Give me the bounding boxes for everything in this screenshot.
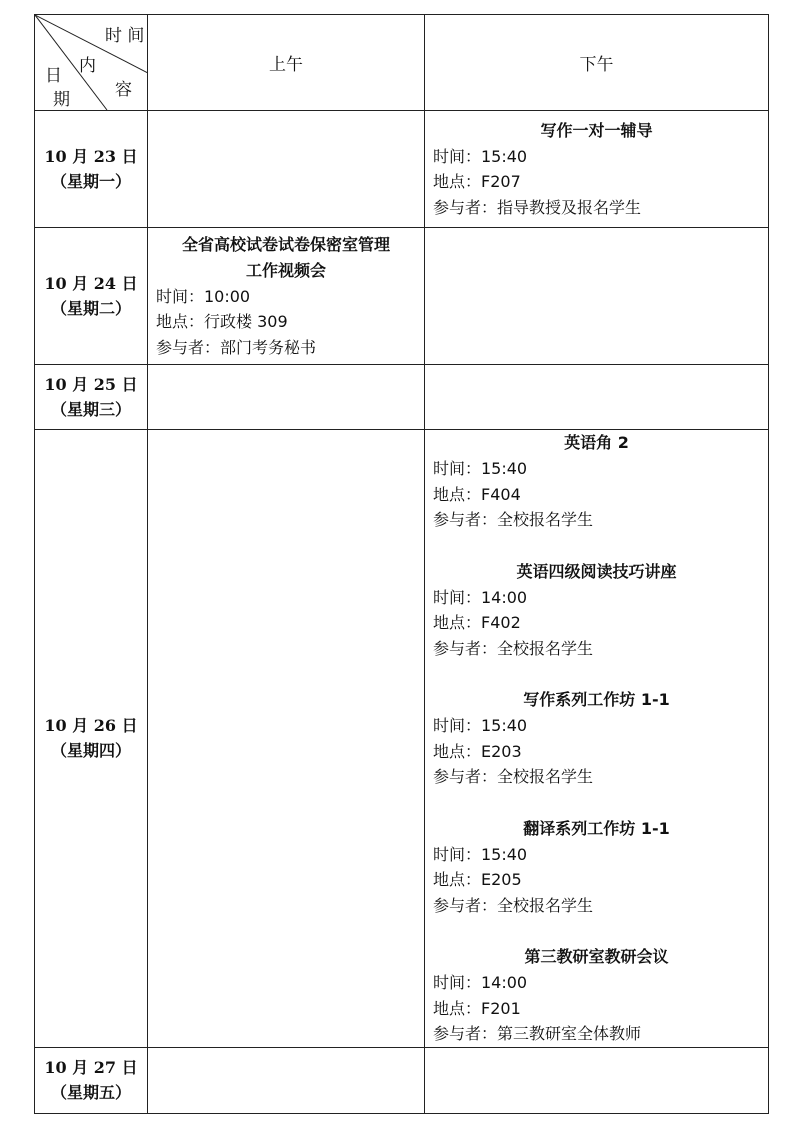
- event-time: 时间：15:40: [433, 844, 528, 864]
- afternoon-cell: [425, 228, 769, 365]
- date-label-2: 期: [53, 90, 70, 110]
- event-time: 时间：14:00: [433, 587, 528, 607]
- corner-header-cell: [35, 15, 148, 111]
- event-place: 地点：E205: [433, 870, 522, 889]
- morning-cell: [148, 365, 425, 430]
- date-label-1: 日: [45, 66, 62, 86]
- event-time: 时间：15:40: [433, 716, 528, 735]
- date: 10 月 25 日: [44, 375, 138, 394]
- event-attendees: 参与者：全校报名学生: [433, 510, 594, 529]
- event-title-line-2: 工作视频会: [245, 260, 326, 280]
- event-title: 翻译系列工作坊 1-1: [523, 818, 670, 838]
- event-place: 地点：F201: [433, 998, 521, 1018]
- morning-header: 上午: [148, 15, 425, 111]
- morning-cell: [148, 228, 425, 365]
- event-attendees: 参与者：指导教授及报名学生: [433, 197, 642, 217]
- event-title: 写作一对一辅导: [540, 120, 653, 140]
- event: [425, 816, 768, 919]
- event-attendees: 参与者：全校报名学生: [433, 638, 594, 658]
- event: [425, 559, 768, 662]
- table-row: [35, 1047, 769, 1113]
- event-title: 英语四级阅读技巧讲座: [516, 561, 677, 581]
- event-time: 时间：14:00: [433, 973, 528, 992]
- date: 10 月 27 日: [44, 1058, 138, 1077]
- date: 10 月 24 日: [44, 274, 138, 293]
- event-place: 地点：F402: [433, 613, 521, 632]
- content-label-1: 内: [79, 56, 96, 76]
- date: 10 月 23 日: [44, 147, 138, 166]
- weekday: （星期五）: [50, 1083, 131, 1102]
- event-time: 时间：15:40: [433, 459, 528, 478]
- table-row: [35, 365, 769, 430]
- event: [148, 232, 424, 361]
- morning-cell: [148, 1047, 425, 1113]
- event-attendees: 参与者：全校报名学生: [433, 895, 594, 915]
- event: [425, 687, 768, 790]
- event-time: 时间：10:00: [156, 286, 251, 306]
- header-row: [35, 15, 769, 111]
- event: [425, 118, 768, 221]
- table-row: [35, 111, 769, 228]
- event-place: 地点：E203: [433, 741, 522, 761]
- afternoon-cell: [425, 430, 769, 1048]
- event-place: 地点：F207: [433, 172, 521, 192]
- event-title: 第三教研室教研会议: [524, 947, 669, 966]
- event-place: 地点：行政楼 309: [156, 312, 288, 332]
- event: [425, 430, 768, 533]
- event-attendees: 参与者：部门考务秘书: [156, 337, 317, 357]
- schedule-table: [34, 14, 769, 1114]
- date-cell: [35, 111, 148, 228]
- weekday: （星期二）: [50, 299, 131, 318]
- event-title: 写作系列工作坊 1-1: [523, 690, 670, 709]
- event-place: 地点：F404: [433, 484, 521, 504]
- date-cell: [35, 430, 148, 1048]
- weekday: （星期四）: [50, 741, 131, 761]
- event-attendees: 参与者：第三教研室全体教师: [433, 1024, 642, 1043]
- morning-cell: [148, 111, 425, 228]
- content-label-2: 容: [115, 80, 132, 100]
- event-time: 时间：15:40: [433, 146, 528, 166]
- afternoon-cell: [425, 1047, 769, 1113]
- event-title: 英语角 2: [564, 433, 629, 452]
- event-title-line-1: 全省高校试卷试卷保密室管理: [181, 234, 390, 254]
- weekday: （星期三）: [50, 400, 131, 419]
- table-row: [35, 228, 769, 365]
- time-label: 时 间: [105, 26, 145, 46]
- date-cell: [35, 228, 148, 365]
- afternoon-header: 下午: [425, 15, 769, 111]
- afternoon-cell: [425, 365, 769, 430]
- date: 10 月 26 日: [44, 716, 138, 736]
- afternoon-cell: [425, 111, 769, 228]
- morning-cell: [148, 430, 425, 1048]
- weekday: （星期一）: [50, 172, 131, 191]
- event: [425, 944, 768, 1047]
- date-cell: [35, 365, 148, 430]
- event-attendees: 参与者：全校报名学生: [433, 767, 594, 786]
- table-row: [35, 430, 769, 1048]
- date-cell: [35, 1047, 148, 1113]
